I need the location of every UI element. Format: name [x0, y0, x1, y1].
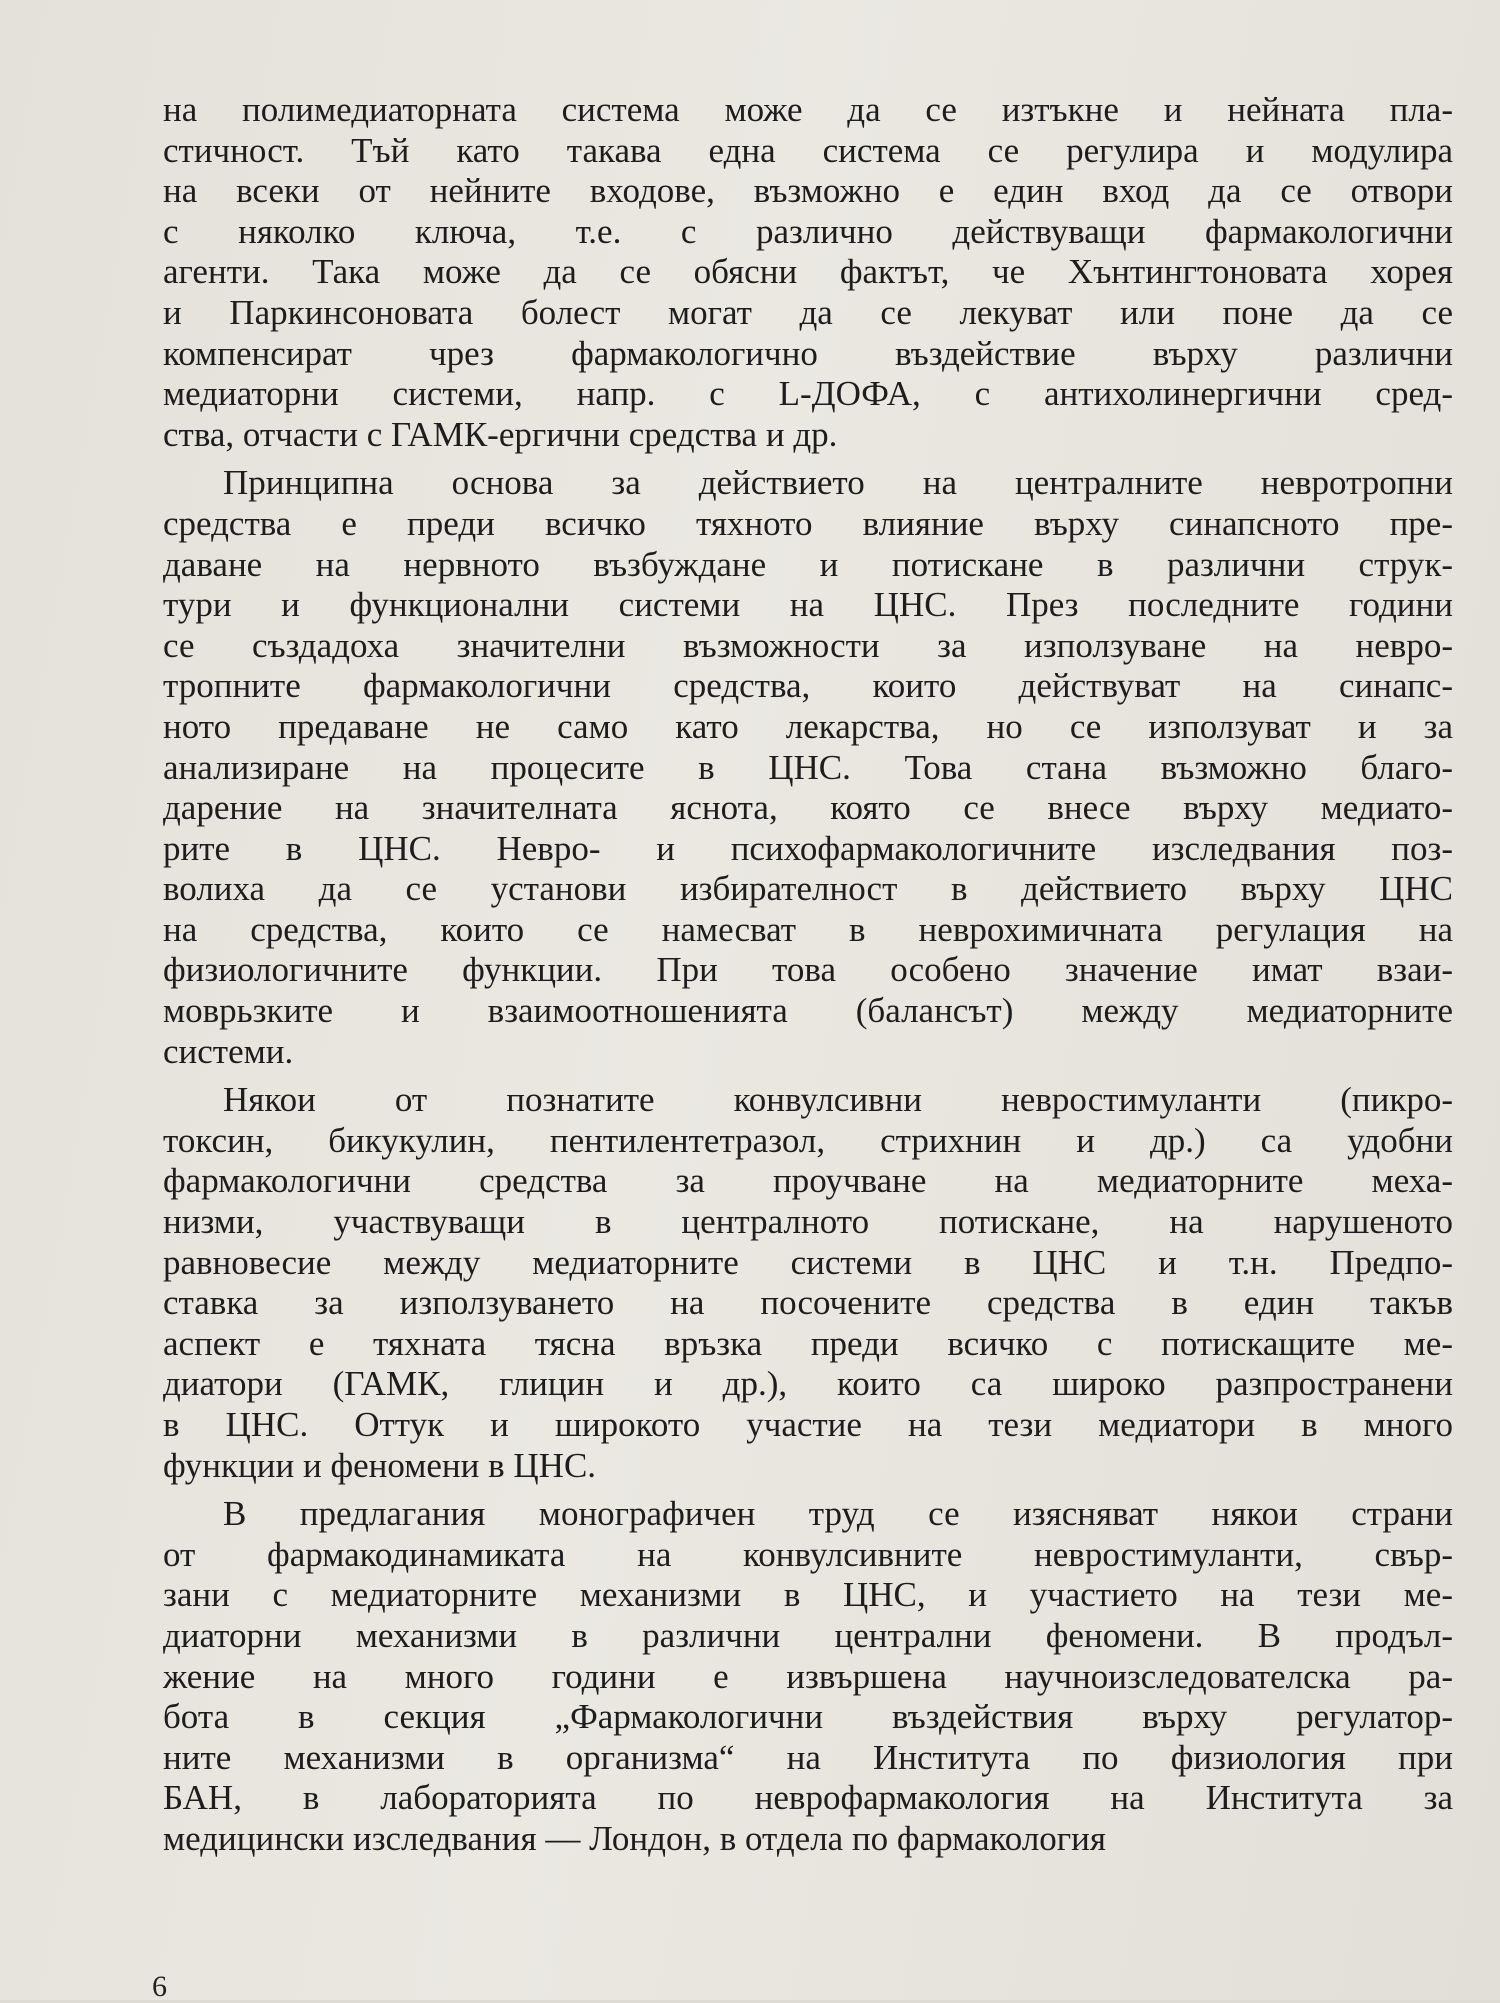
paragraph — [163, 1494, 1453, 1859]
text-line: диатори (ГАМК, глицин и др.), които са широко разпространени — [163, 1364, 1453, 1404]
text-line: и Паркинсоновата болест могат да се лекуват или поне да се — [163, 292, 1453, 332]
text-line: на полимедиаторната система може да се изтъкне и нейната пла- — [163, 90, 1453, 129]
text-line: средства е преди всичко тяхното влияние върху синапсното пре- — [163, 503, 1453, 543]
text-line: дарение на значителната яснота, която се внесе върху медиато- — [163, 788, 1453, 828]
text-line: тури и функционални системи на ЦНС. През последните години — [163, 585, 1453, 625]
text-line: от фармакодинамиката на конвулсивните невростимуланти, свър- — [163, 1534, 1453, 1574]
text-line: медиаторни системи, напр. с L-ДОФА, с антихолинергични сред- — [163, 374, 1453, 414]
text-line: токсин, бикукулин, пентилентетразол, стрихнин и др.) са удобни — [163, 1120, 1453, 1160]
text-line: низми, участвуващи в централното потискане, на нарушеното — [163, 1202, 1453, 1242]
paragraph — [163, 463, 1453, 1072]
text-line: равновесие между медиаторните системи в ЦНС и т.н. Предпо- — [163, 1242, 1453, 1282]
body-text — [163, 90, 1453, 1860]
text-line: даване на нервното възбуждане и потискане в различни струк- — [163, 544, 1453, 584]
paragraph — [163, 1080, 1453, 1486]
text-line: бота в секция „Фармакологични въздействия върху регулатор- — [163, 1697, 1453, 1737]
text-line: компенсират чрез фармакологично въздействие върху различни — [163, 333, 1453, 373]
text-line: агенти. Така може да се обясни фактът, че Хънтингтоновата хорея — [163, 252, 1453, 292]
text-line: на средства, които се намесват в неврохимичната регулация на — [163, 909, 1453, 949]
text-line: ставка за използуването на посочените средства в един такъв — [163, 1283, 1453, 1323]
paragraph-gap — [163, 455, 1453, 463]
paragraph — [163, 90, 1453, 455]
text-line: Принципна основа за действието на централните невротропни — [223, 463, 1453, 503]
text-line: диаторни механизми в различни централни феномени. В продъл- — [163, 1615, 1453, 1655]
text-line: системи. — [163, 1031, 294, 1071]
text-line: медицински изследвания — Лондон, в отдела по фармакология — [163, 1818, 1106, 1858]
text-line: стичност. Тъй като такава една система се регулира и модулира — [163, 130, 1453, 170]
text-line: физиологичните функции. При това особено значение имат взаи- — [163, 950, 1453, 990]
text-line: се създадоха значителни възможности за използуване на невро- — [163, 625, 1453, 665]
text-line: моврьзките и взаимоотношенията (балансът) между медиаторните — [163, 991, 1453, 1031]
text-line: волиха да се установи избирателност в действието върху ЦНС — [163, 869, 1453, 909]
text-line: тропните фармакологични средства, които действуват на синапс- — [163, 666, 1453, 706]
paragraph-gap — [163, 1486, 1453, 1494]
paragraph-gap — [163, 1072, 1453, 1080]
text-line: анализиране на процесите в ЦНС. Това стана възможно благо- — [163, 747, 1453, 787]
text-line: ните механизми в организма“ на Института по физиология при — [163, 1737, 1453, 1777]
text-line: жение на много години е извършена научноизследователска ра- — [163, 1656, 1453, 1696]
text-line: ното предаване не само като лекарства, но се използуват и за — [163, 706, 1453, 746]
text-line: Някои от познатите конвулсивни невростимуланти (пикро- — [223, 1080, 1453, 1120]
text-line: в ЦНС. Оттук и широкото участие на тези медиатори в много — [163, 1405, 1453, 1444]
text-line: с няколко ключа, т.е. с различно действуващи фармакологични — [163, 211, 1453, 251]
text-line: на всеки от нейните входове, възможно е един вход да се отвори — [163, 171, 1453, 211]
page-number: 6 — [152, 1970, 167, 2003]
text-line: аспект е тяхната тясна връзка преди всичко с потискащите ме- — [163, 1323, 1453, 1363]
text-line: В предлагания монографичен труд се изясняват някои страни — [223, 1494, 1453, 1534]
text-line: функции и феномени в ЦНС. — [163, 1445, 597, 1485]
text-line: БАН, в лабораторията по неврофармакология на Института за — [163, 1778, 1453, 1818]
text-line: ства, отчасти с ГАМК-ергични средства и др. — [163, 414, 838, 454]
text-line: рите в ЦНС. Невро- и психофармакологичните изследвания поз- — [163, 828, 1453, 868]
text-line: зани с медиаторните механизми в ЦНС, и участието на тези ме- — [163, 1575, 1453, 1615]
text-line: фармакологични средства за проучване на медиаторните меха- — [163, 1161, 1453, 1201]
